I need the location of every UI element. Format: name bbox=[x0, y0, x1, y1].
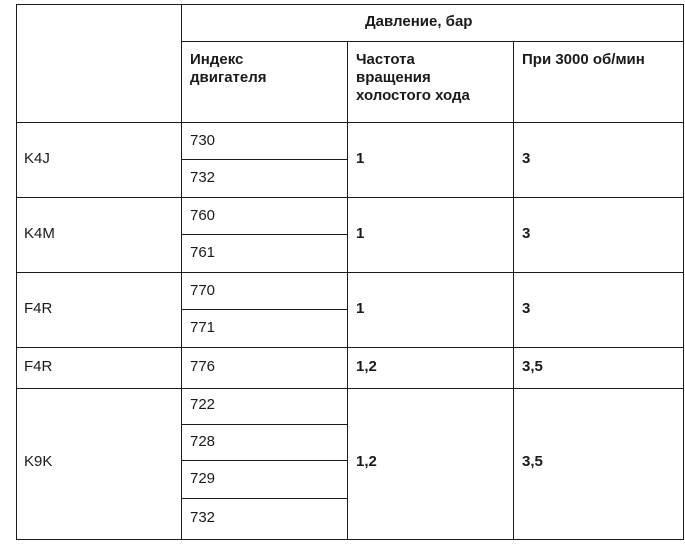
col-divider-idle bbox=[513, 41, 514, 540]
engine-index: 732 bbox=[190, 169, 216, 186]
row-border bbox=[16, 347, 684, 348]
header-bottom-line bbox=[16, 122, 684, 123]
header-engine-index-line1: Индекс bbox=[190, 51, 244, 68]
engine-index: 761 bbox=[190, 244, 216, 261]
engine-index: 776 bbox=[190, 358, 216, 375]
header-idle-line3: холостого хода bbox=[356, 87, 470, 104]
header-group-title: Давление, бар bbox=[365, 13, 473, 30]
engine-index: 732 bbox=[190, 509, 216, 526]
idle-pressure: 1 bbox=[356, 300, 365, 317]
engine-index: 729 bbox=[190, 470, 216, 487]
index-divider bbox=[181, 159, 347, 160]
rpm3000-pressure: 3 bbox=[522, 300, 531, 317]
engine-index: 770 bbox=[190, 282, 216, 299]
index-divider bbox=[181, 234, 347, 235]
idle-pressure: 1 bbox=[356, 150, 365, 167]
engine-name: K4M bbox=[24, 225, 55, 242]
index-divider bbox=[181, 309, 347, 310]
row-border bbox=[16, 272, 684, 273]
idle-pressure: 1,2 bbox=[356, 453, 377, 470]
engine-name: K9K bbox=[24, 453, 53, 470]
rpm3000-pressure: 3 bbox=[522, 150, 531, 167]
header-idle-line2: вращения bbox=[356, 69, 431, 86]
header-group-divider bbox=[181, 41, 684, 42]
engine-name: K4J bbox=[24, 150, 50, 167]
engine-index: 722 bbox=[190, 396, 216, 413]
rpm3000-pressure: 3,5 bbox=[522, 358, 543, 375]
table-border-top bbox=[16, 4, 684, 5]
idle-pressure: 1 bbox=[356, 225, 365, 242]
index-divider bbox=[181, 424, 347, 425]
col-divider-index bbox=[347, 41, 348, 540]
header-engine-index-line2: двигателя bbox=[190, 69, 267, 86]
row-border bbox=[16, 197, 684, 198]
engine-index: 728 bbox=[190, 433, 216, 450]
rpm3000-pressure: 3,5 bbox=[522, 453, 543, 470]
engine-index: 730 bbox=[190, 132, 216, 149]
header-3000-rpm: При 3000 об/мин bbox=[522, 51, 645, 68]
rpm3000-pressure: 3 bbox=[522, 225, 531, 242]
engine-name: F4R bbox=[24, 300, 53, 317]
row-border bbox=[16, 388, 684, 389]
header-idle-line1: Частота bbox=[356, 51, 415, 68]
oil-pressure-table bbox=[16, 4, 684, 540]
idle-pressure: 1,2 bbox=[356, 358, 377, 375]
engine-name: F4R bbox=[24, 358, 53, 375]
engine-index: 760 bbox=[190, 207, 216, 224]
table-border-bottom bbox=[16, 539, 684, 540]
index-divider bbox=[181, 498, 347, 499]
index-divider bbox=[181, 460, 347, 461]
engine-index: 771 bbox=[190, 319, 216, 336]
